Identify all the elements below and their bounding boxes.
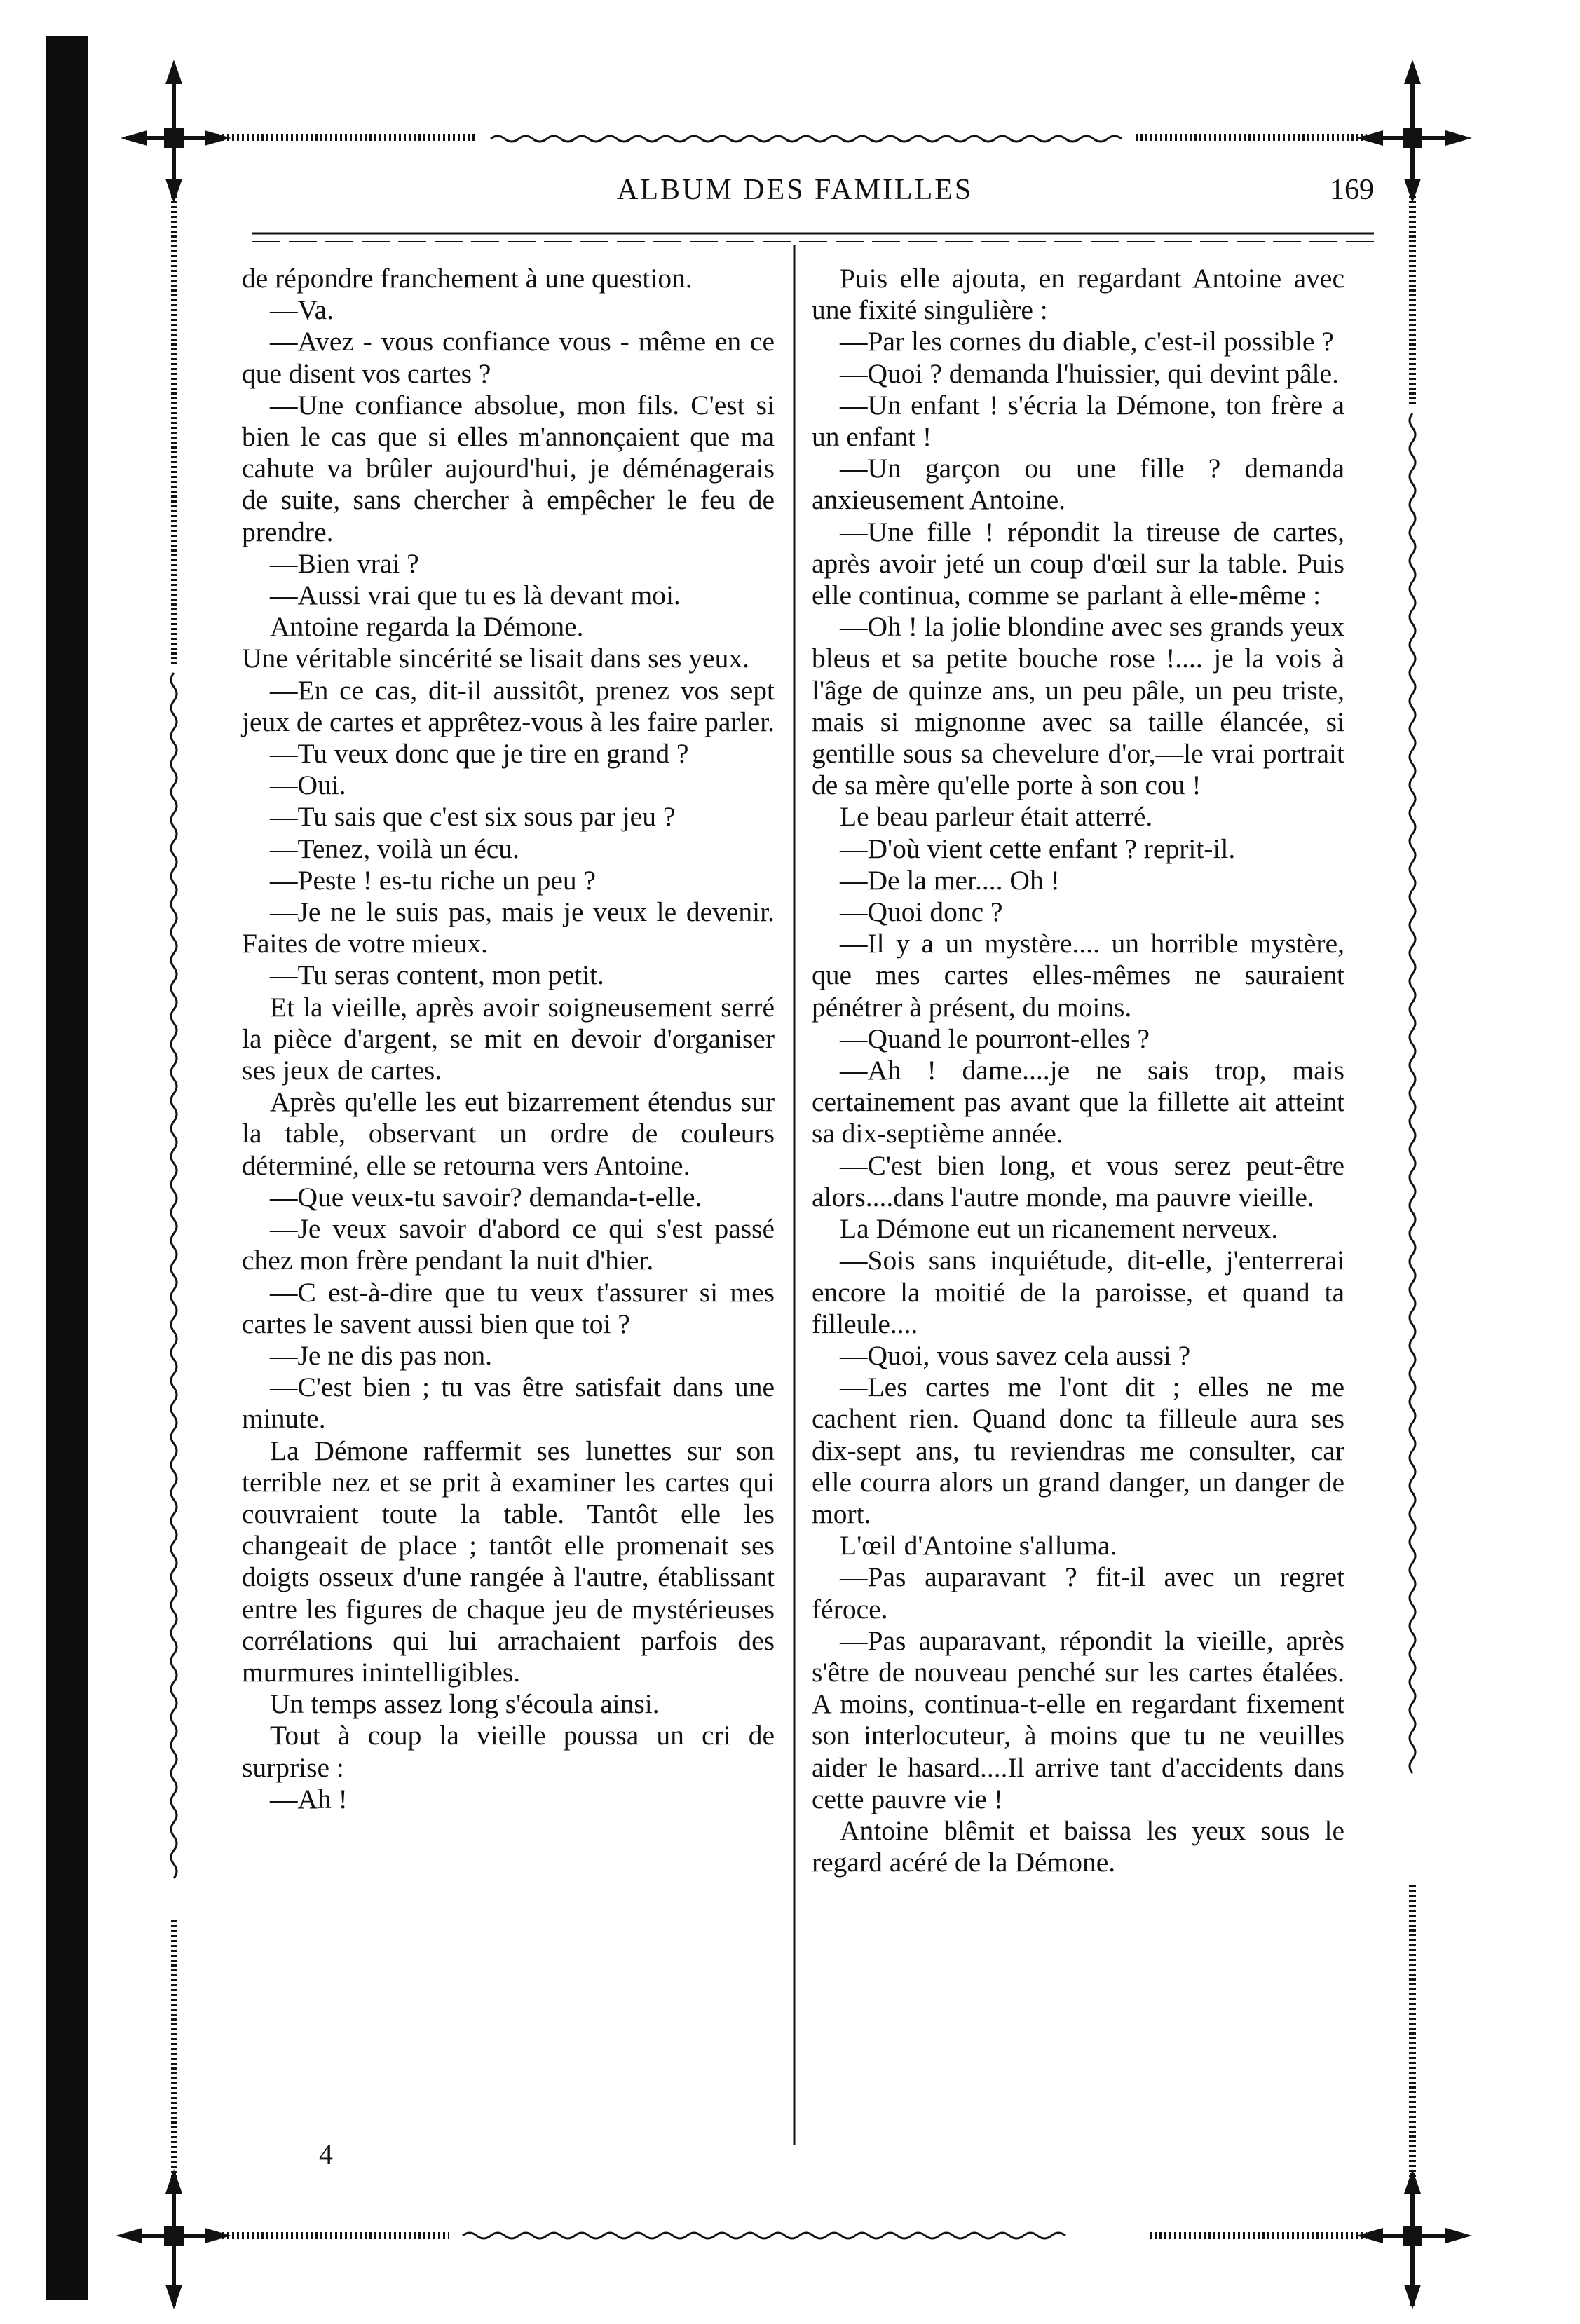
paragraph: Et la vieille, après avoir soigneusement serré la pièce d'argent, se mit en devoir d'organiser ses jeux de cartes.: [242, 991, 775, 1086]
paragraph: —C est-à-dire que tu veux t'assurer si mes cartes le savent aussi bien que toi ?: [242, 1276, 775, 1339]
paragraph: —Sois sans inquiétude, dit-elle, j'enterrerai encore la moitié de la paroisse, et quand ta filleule....: [812, 1245, 1344, 1339]
page-header: [252, 173, 1374, 215]
paragraph: —Oh ! la jolie blondine avec ses grands yeux bleus et sa petite bouche rose !.... je la vois à l'âge de quinze ans, un peu pâle, un peu triste, mais si mignonne avec sa taille élancée, si gentille sous sa chevelure d'or,—le vrai portrait de sa mère qu'elle porte à son cou !: [812, 611, 1344, 801]
paragraph: —Une fille ! répondit la tireuse de cartes, après avoir jeté un coup d'œil sur la table. Puis elle continua, comme se parlant à elle-même :: [812, 516, 1344, 611]
right-text-column: [812, 263, 1344, 1878]
paragraph: —Quand le pourront-elles ?: [840, 1023, 1150, 1054]
paragraph: —Bien vrai ?: [270, 547, 419, 579]
paragraph: —Pas auparavant ? fit-il avec un regret féroce.: [812, 1561, 1344, 1625]
paragraph: Antoine regarda la Démone.: [270, 611, 584, 643]
paragraph: —Quoi, vous savez cela aussi ?: [840, 1339, 1191, 1371]
corner-ornament-top-left: [121, 60, 231, 203]
paragraph: Le beau parleur était atterré.: [840, 801, 1153, 833]
paragraph: —Tenez, voilà un écu.: [270, 833, 519, 864]
paragraph: —Avez - vous confiance vous - même en ce que disent vos cartes ?: [242, 326, 775, 389]
paragraph: —Quoi donc ?: [840, 896, 1003, 928]
paragraph: Un temps assez long s'écoula ainsi.: [270, 1688, 660, 1720]
paragraph: —Une confiance absolue, mon fils. C'est si bien le cas que si elles m'annonçaient que ma cahute va brûler aujourd'hui, je déménagerais de suite, sans chercher à empêcher le feu de prendre.: [242, 389, 775, 547]
paragraph: —En ce cas, dit-il aussitôt, prenez vos sept jeux de cartes et apprêtez-vous à les faire parler.: [242, 674, 775, 737]
paragraph: —Pas auparavant, répondit la vieille, après s'être de nouveau penché sur les cartes étalées. A moins, continua-t-elle en regardant fixement son interlocuteur, à moins que tu ne veuilles aider le hasard....Il arrive tant d'accidents dans cette pauvre vie !: [812, 1625, 1344, 1814]
paragraph: L'œil d'Antoine s'alluma.: [840, 1530, 1117, 1561]
paragraph: —Quoi ? demanda l'huissier, qui devint pâle.: [840, 357, 1339, 389]
running-title: ALBUM DES FAMILLES: [617, 174, 974, 206]
page-number: 169: [1330, 174, 1374, 206]
paragraph: —Ah !: [270, 1783, 348, 1814]
paragraph: Après qu'elle les eut bizarrement étendus sur la table, observant un ordre de couleurs déterminé, elle se retourna vers Antoine.: [242, 1086, 775, 1181]
paragraph: La Démone eut un ricanement nerveux.: [840, 1213, 1279, 1245]
signature-mark: 4: [319, 2138, 333, 2170]
paragraph: —Les cartes me l'ont dit ; elles ne me cachent rien. Quand donc ta filleule aura ses dix-sept ans, tu reviendras me consulter, car elle courra alors un grand danger, un danger de mort.: [812, 1372, 1344, 1529]
paragraph: —D'où vient cette enfant ? reprit-il.: [840, 833, 1236, 864]
paragraph: —Oui.: [270, 770, 346, 801]
paragraph: —Tu seras content, mon petit.: [270, 959, 604, 991]
paragraph: —C'est bien long, et vous serez peut-être alors....dans l'autre monde, ma pauvre vieille.: [812, 1149, 1344, 1212]
corner-ornament-bottom-right: [1356, 2169, 1472, 2309]
corner-ornament-bottom-left: [116, 2169, 231, 2309]
paragraph: —Va.: [270, 294, 334, 326]
paragraph: —C'est bien ; tu vas être satisfait dans une minute.: [242, 1372, 775, 1435]
paragraph: Tout à coup la vieille poussa un cri de surprise :: [242, 1720, 775, 1783]
paragraph: —Ah ! dame....je ne sais trop, mais certainement pas avant que la fillette ait atteint sa dix-septième année.: [812, 1055, 1344, 1149]
paragraph: —De la mer.... Oh !: [840, 864, 1060, 896]
paragraph: Puis elle ajouta, en regardant Antoine avec une fixité singulière :: [812, 263, 1344, 326]
paragraph: de répondre franchement à une question.: [242, 263, 693, 294]
paragraph: —Un enfant ! s'écria la Démone, ton frère a un enfant !: [812, 389, 1344, 453]
left-text-column: [242, 263, 775, 1815]
paragraph: —Il y a un mystère.... un horrible mystère, que mes cartes elles-mêmes ne sauraient pénétrer à présent, du moins.: [812, 928, 1344, 1023]
paragraph: Une véritable sincérité se lisait dans ses yeux.: [242, 643, 749, 674]
paragraph: —Tu veux donc que je tire en grand ?: [270, 738, 689, 770]
paragraph: —Par les cornes du diable, c'est-il possible ?: [840, 326, 1334, 357]
paragraph: —Aussi vrai que tu es là devant moi.: [270, 580, 681, 611]
paragraph: —Un garçon ou une fille ? demanda anxieusement Antoine.: [812, 453, 1344, 516]
paragraph: —Je veux savoir d'abord ce qui s'est passé chez mon frère pendant la nuit d'hier.: [242, 1213, 775, 1276]
paragraph: —Peste ! es-tu riche un peu ?: [270, 864, 597, 896]
paragraph: —Je ne dis pas non.: [270, 1339, 493, 1371]
paragraph: La Démone raffermit ses lunettes sur son terrible nez et se prit à examiner les cartes qui couvraient toute la table. Tantôt elle les changeait de place ; tantôt elle promenait ses doigts osseux d'une rangée à l'autre, établissant entre les figures de chaque jeu de mystérieuses corrélations qui lui arrachaient parfois des murmures inintelligibles.: [242, 1435, 775, 1688]
paragraph: Antoine blêmit et baissa les yeux sous le regard acéré de la Démone.: [812, 1814, 1344, 1878]
paragraph: —Que veux-tu savoir? demanda-t-elle.: [270, 1181, 702, 1212]
paragraph: —Je ne le suis pas, mais je veux le devenir. Faites de votre mieux.: [242, 896, 775, 959]
paragraph: —Tu sais que c'est six sous par jeu ?: [270, 801, 676, 833]
